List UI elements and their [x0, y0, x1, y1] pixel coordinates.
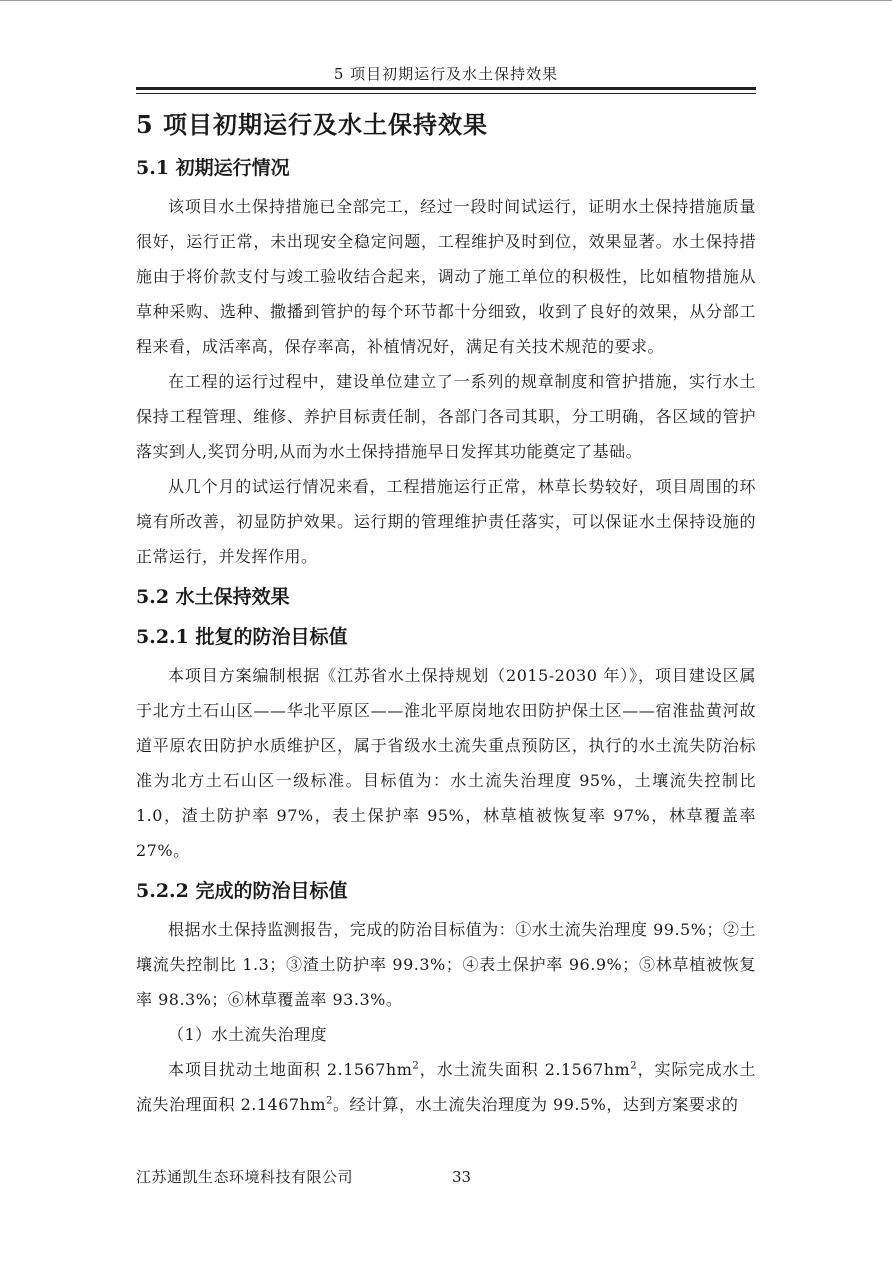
- page-top-edge: [0, 0, 892, 1]
- footer-company: 江苏通凯生态环境科技有限公司: [136, 1168, 354, 1186]
- paragraph: 从几个月的试运行情况来看，工程措施运行正常，林草长势较好，项目周围的环境有所改善，初显防护效果。运行期的管理维护责任落实，可以保证水土保持设施的正常运行，并发挥作用。: [136, 477, 756, 566]
- page-number: 33: [452, 1168, 472, 1186]
- item-label: （1）水土流失治理度: [168, 1025, 328, 1044]
- running-header: 5 项目初期运行及水土保持效果: [333, 65, 559, 83]
- section-5-2-2-heading: 5.2.2 完成的防治目标值: [136, 880, 348, 902]
- text-run: ，实际完成水土流失治理面积 2.1467hm: [136, 1060, 756, 1114]
- superscript: 2: [630, 1060, 638, 1072]
- text-run: 本项目扰动土地面积 2.1567hm: [168, 1060, 413, 1079]
- header-rule-thick: [136, 87, 756, 90]
- text-run: ，水土流失面积 2.1567hm: [419, 1060, 631, 1079]
- section-5-1-heading: 5.1 初期运行情况: [136, 157, 290, 179]
- paragraph: 该项目水土保持措施已全部完工，经过一段时间试运行，证明水土保持措施质量很好，运行正常，未出现安全稳定问题，工程维护及时到位，效果显著。水土保持措施由于将价款支付与竣工验收结合起来，调动了施工单位的积极性，比如植物措施从草种采购、选种、撒播到管护的每个环节都十分细致，收到了良好的效果，从分部工程来看，成活率高，保存率高，补植情况好，满足有关技术规范的要求。: [136, 197, 756, 356]
- text-run: 。经计算，水土流失治理度为 99.5%，达到方案要求的: [332, 1095, 739, 1114]
- superscript: 2: [412, 1060, 420, 1072]
- page-body: [136, 105, 756, 1122]
- section-5-2-1-heading: 5.2.1 批复的防治目标值: [136, 626, 348, 648]
- chapter-title: 5 项目初期运行及水土保持效果: [136, 110, 489, 139]
- paragraph: 在工程的运行过程中，建设单位建立了一系列的规章制度和管护措施，实行水土保持工程管理、维修、养护目标责任制，各部门各司其职，分工明确，各区域的管护落实到人,奖罚分明,从而为水土保持措施早日发挥其功能奠定了基础。: [136, 372, 756, 461]
- paragraph: 本项目方案编制根据《江苏省水土保持规划（2015-2030 年）》，项目建设区属于北方土石山区——华北平原区——淮北平原岗地农田防护保土区——宿淮盐黄河故道平原农田防护水质维护区，属于省级水土流失重点预防区，执行的水土流失防治标准为北方土石山区一级标准。目标值为：水土流失治理度 95%，土壤流失控制比 1.0，渣土防护率 97%，表土保护率 95%，林草植被恢复率 97%，林草覆盖率 27%。: [136, 666, 756, 860]
- paragraph: 根据水土保持监测报告，完成的防治目标值为：①水土流失治理度 99.5%；②土壤流失控制比 1.3；③渣土防护率 99.3%；④表土保护率 96.9%；⑤林草植被恢复率 98.3%；⑥林草覆盖率 93.3%。: [136, 920, 756, 1009]
- header-rule-thin: [136, 93, 756, 94]
- section-5-2-heading: 5.2 水土保持效果: [136, 586, 290, 608]
- paragraph-with-units: [136, 1052, 756, 1122]
- superscript: 2: [326, 1095, 333, 1107]
